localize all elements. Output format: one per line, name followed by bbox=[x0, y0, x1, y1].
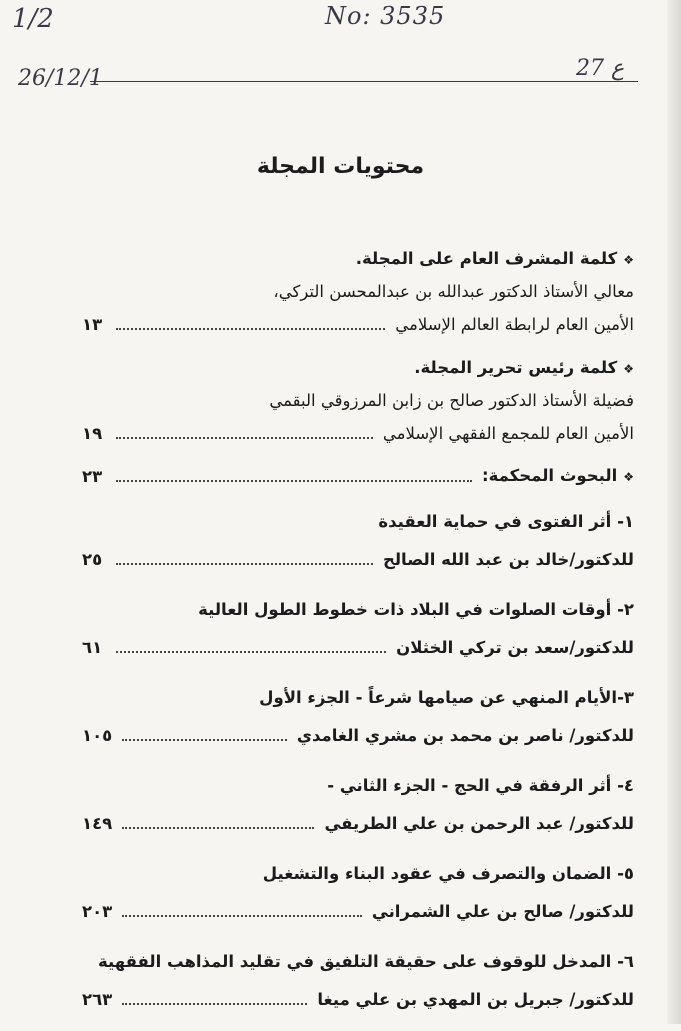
page-number: ٢٠٣ bbox=[82, 902, 113, 921]
toc-section-supervisor bbox=[82, 242, 634, 341]
header-rule bbox=[90, 81, 638, 82]
page-number: ١٤٩ bbox=[82, 814, 113, 833]
page-number: ١٠٥ bbox=[82, 726, 113, 745]
toc-content bbox=[82, 242, 634, 1031]
research-heading: ❖البحوث المحكمة: ٢٣ bbox=[82, 460, 634, 493]
toc-section-editor bbox=[82, 351, 634, 450]
section-heading: ❖كلمة رئيس تحرير المجلة. bbox=[82, 351, 634, 384]
handwritten-issue: 27 ع bbox=[576, 56, 625, 81]
page-number: ٢٣ bbox=[82, 467, 103, 486]
article-title: ٤- أثر الرفقة في الحج - الجزء الثاني - bbox=[327, 776, 634, 795]
article-author: للدكتور/سعد بن تركي الخثلان bbox=[396, 638, 634, 657]
handwritten-date: 26/12/1 bbox=[18, 66, 103, 91]
dot-leader bbox=[122, 1003, 307, 1005]
section-author: فضيلة الأستاذ الدكتور صالح بن زابن المرزوقي البقمي bbox=[269, 391, 634, 410]
dot-leader bbox=[116, 328, 385, 330]
article-entry bbox=[82, 805, 634, 843]
article-title: ٣-الأيام المنهي عن صيامها شرعاً - الجزء الأول bbox=[259, 688, 634, 707]
article-title: ٢- أوقات الصلوات في البلاد ذات خطوط الطول العالية bbox=[198, 600, 634, 619]
dot-leader bbox=[122, 915, 362, 917]
dot-leader bbox=[116, 437, 373, 439]
article-entry bbox=[82, 893, 634, 931]
bullet-icon: ❖ bbox=[623, 362, 634, 376]
page-number: ٦١ bbox=[82, 638, 103, 657]
section-heading: ❖كلمة المشرف العام على المجلة. bbox=[82, 242, 634, 275]
section-author-title: الأمين العام للمجمع الفقهي الإسلامي bbox=[382, 424, 634, 443]
article-title: ٦- المدخل للوقوف على حقيقة التلفيق في تقليد المذاهب الفقهية bbox=[98, 952, 634, 971]
article-entry bbox=[82, 717, 634, 755]
page-title: محتويات المجلة bbox=[256, 154, 425, 179]
section-entry bbox=[82, 417, 634, 450]
article-author: للدكتور/ جبريل بن المهدي بن علي ميغا bbox=[317, 990, 634, 1009]
article-entry bbox=[82, 541, 634, 579]
article-title: ٥- الضمان والتصرف في عقود البناء والتشغيل bbox=[262, 864, 634, 883]
toc-article-4 bbox=[82, 767, 634, 843]
section-author: معالي الأستاذ الدكتور عبدالله بن عبدالمحسن التركي، bbox=[273, 282, 634, 301]
article-author: للدكتور/ صالح بن علي الشمراني bbox=[371, 902, 634, 921]
article-title: ١- أثر الفتوى في حماية العقيدة bbox=[378, 512, 634, 531]
page-number: ١٣ bbox=[82, 315, 103, 334]
article-entry bbox=[82, 629, 634, 667]
dot-leader bbox=[116, 651, 386, 653]
dot-leader bbox=[116, 480, 472, 482]
article-author: للدكتور/خالد بن عبد الله الصالح bbox=[382, 550, 634, 569]
dot-leader bbox=[116, 563, 373, 565]
bullet-icon: ❖ bbox=[623, 470, 634, 484]
page-number: ٢٥ bbox=[82, 550, 103, 569]
article-entry bbox=[82, 981, 634, 1019]
bullet-icon: ❖ bbox=[623, 253, 634, 267]
toc-article-5 bbox=[82, 855, 634, 931]
handwritten-page-count: 1/2 bbox=[12, 4, 54, 34]
handwritten-catalog-number: No: 3535 bbox=[325, 2, 446, 30]
toc-article-6 bbox=[82, 943, 634, 1019]
toc-article-1 bbox=[82, 503, 634, 579]
toc-article-2 bbox=[82, 591, 634, 667]
page-number: ١٩ bbox=[82, 424, 103, 443]
section-author-title: الأمين العام لرابطة العالم الإسلامي bbox=[395, 315, 634, 334]
dot-leader bbox=[122, 739, 287, 741]
toc-section-research bbox=[82, 460, 634, 493]
section-entry bbox=[82, 308, 634, 341]
dot-leader bbox=[122, 827, 314, 829]
article-author: للدكتور/ ناصر بن محمد بن مشري الغامدي bbox=[296, 726, 634, 745]
article-author: للدكتور/ عبد الرحمن بن علي الطريفي bbox=[324, 814, 634, 833]
toc-article-3 bbox=[82, 679, 634, 755]
page-number: ٢٦٣ bbox=[82, 990, 113, 1009]
